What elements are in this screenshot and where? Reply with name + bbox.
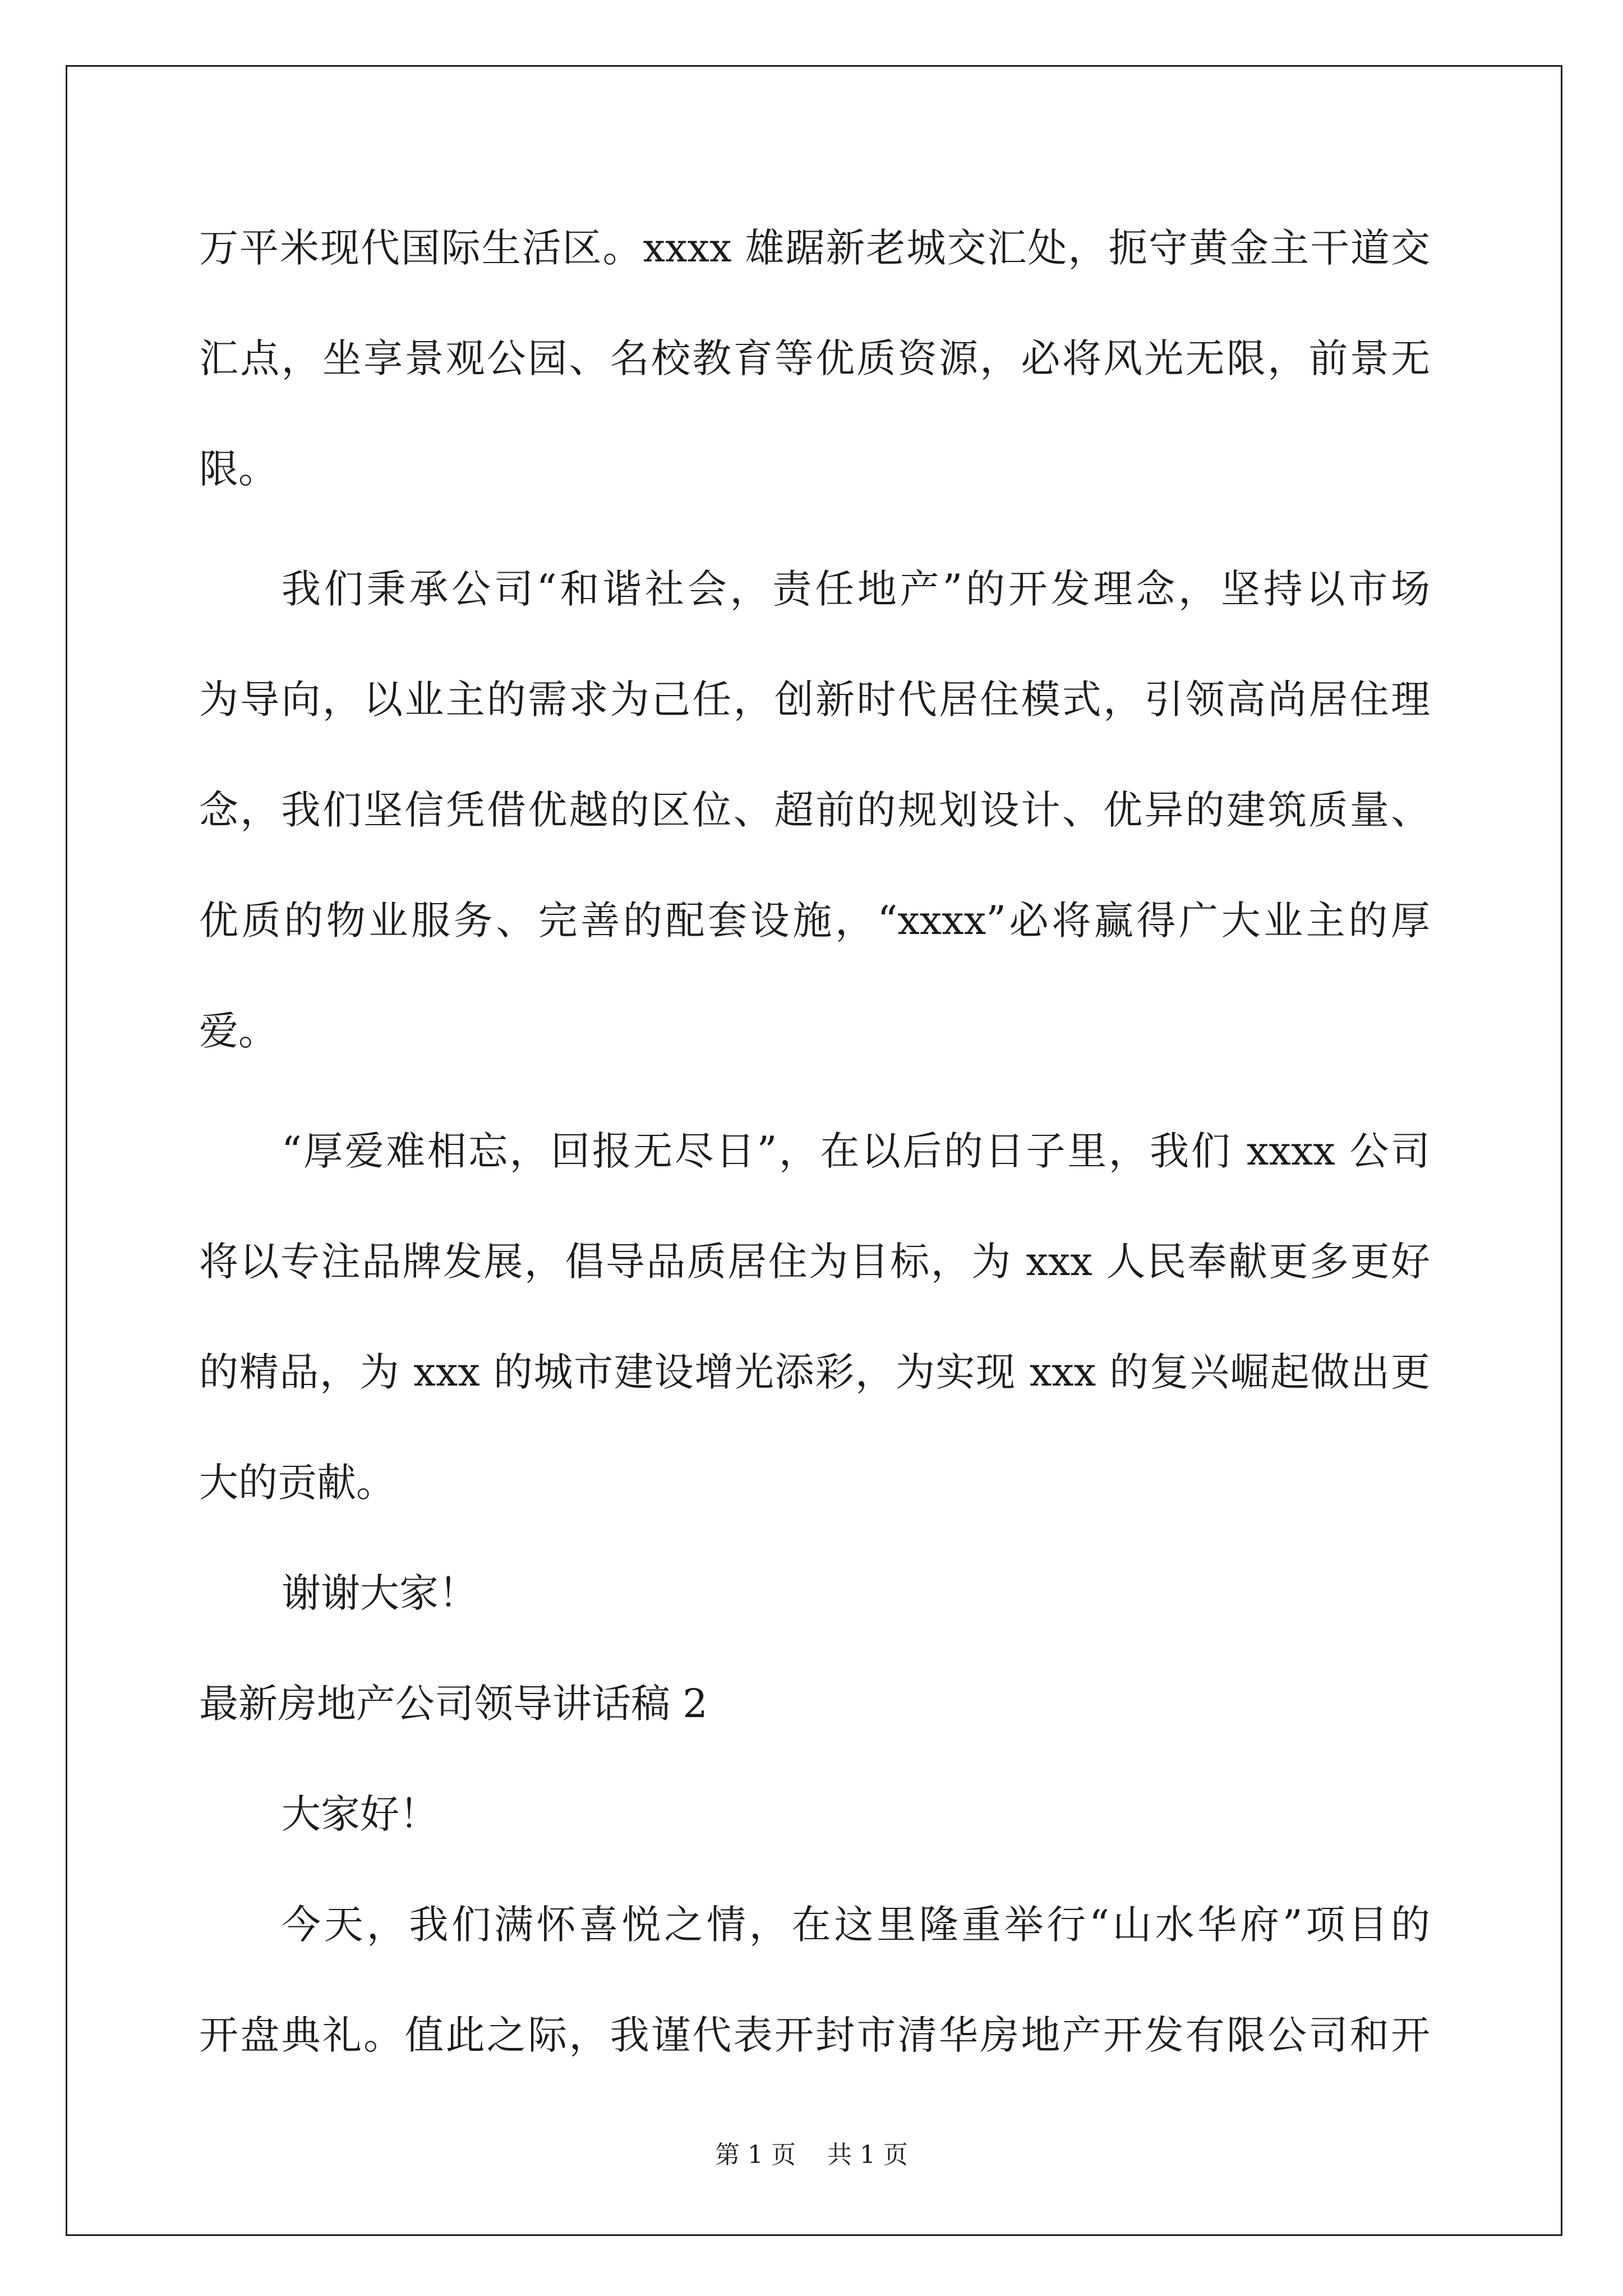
text-line: “厚爱难相忘，回报无尽日”，在以后的日子里，我们 xxxx 公司 xyxy=(282,1128,1430,1174)
text-line: 大的贡献。 xyxy=(199,1460,395,1506)
text-line: 今天，我们满怀喜悦之情，在这里隆重举行“山水华府”项目的 xyxy=(282,1902,1430,1948)
greeting-line: 大家好！ xyxy=(282,1791,439,1837)
text-line: 爱。 xyxy=(199,1008,278,1054)
text-line: 我们秉承公司“和谐社会，责任地产”的开发理念，坚持以市场 xyxy=(282,566,1430,612)
text-line: 开盘典礼。值此之际，我谨代表开封市清华房地产开发有限公司和开 xyxy=(199,2012,1430,2058)
document-body xyxy=(199,209,1430,2106)
text-line: 限。 xyxy=(199,446,278,492)
text-line: 汇点，坐享景观公园、名校教育等优质资源，必将风光无限，前景无 xyxy=(199,335,1430,381)
text-line: 优质的物业服务、完善的配套设施，“xxxx”必将赢得广大业主的厚 xyxy=(199,898,1430,944)
text-line: 念，我们坚信凭借优越的区位、超前的规划设计、优异的建筑质量、 xyxy=(199,787,1430,833)
section-heading: 最新房地产公司领导讲话稿 2 xyxy=(199,1681,708,1727)
text-line: 的精品，为 xxx 的城市建设增光添彩，为实现 xxx 的复兴崛起做出更 xyxy=(199,1349,1430,1395)
text-line: 将以专注品牌发展，倡导品质居住为目标，为 xxx 人民奉献更多更好 xyxy=(199,1239,1430,1285)
page-footer: 第 1 页 共 1 页 xyxy=(715,2141,908,2169)
text-line: 为导向，以业主的需求为己任，创新时代居住模式，引领高尚居住理 xyxy=(199,677,1430,723)
text-line: 万平米现代国际生活区。xxxx 雄踞新老城交汇处，扼守黄金主干道交 xyxy=(199,225,1430,271)
closing-line: 谢谢大家！ xyxy=(282,1570,478,1616)
